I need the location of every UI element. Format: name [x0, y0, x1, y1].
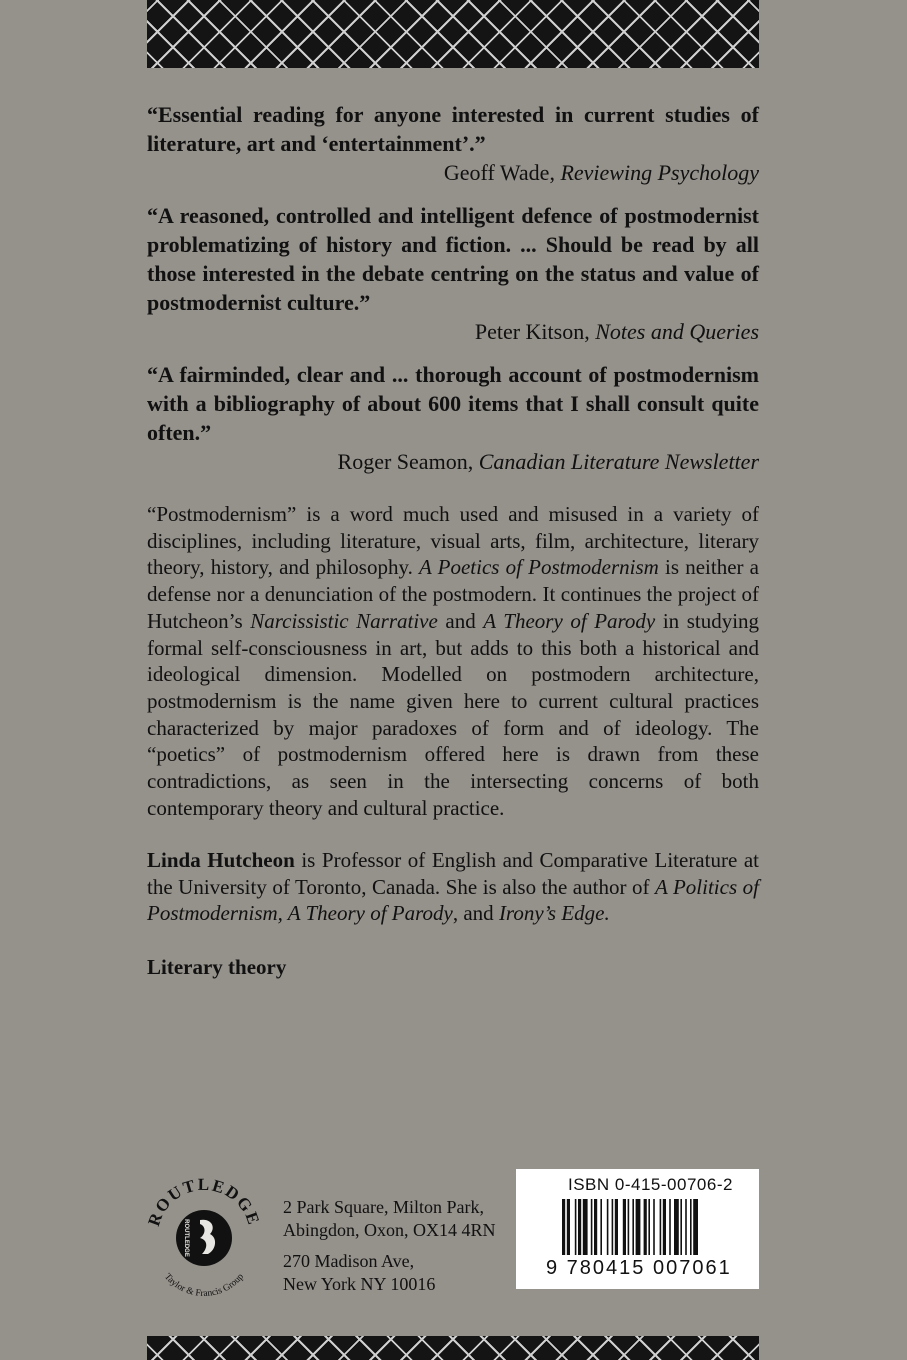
barcode-icon [562, 1199, 742, 1255]
author-bio [147, 847, 759, 927]
barcode-bar [660, 1199, 662, 1255]
review-source: Notes and Queries [595, 319, 759, 344]
author-name: Linda Hutcheon [147, 848, 295, 872]
review-3 [147, 360, 759, 476]
barcode-bar [680, 1199, 682, 1255]
author-paragraph [147, 847, 759, 927]
publisher-address-uk [283, 1196, 496, 1242]
description-text: in studying formal self-consciousness in art, but adds to this both a historical and ideological dimension. Modelled on postmodern architecture, postmodernism is the name given here to current cultural practices characterized by major paradoxes of form and of ideology. The “poetics” of postmodernism offered here is drawn from these contradictions, as seen in the intersecting concerns of both contemporary theory and cultural practice. [147, 608, 760, 820]
category-block [147, 955, 759, 980]
publisher-address-us [283, 1250, 435, 1296]
author-bio-text: is Professor of English and Comparative Literature at the University of Toronto, Canada. She is also the author of [147, 848, 759, 899]
barcode-bar [669, 1199, 671, 1255]
address-line: 2 Park Square, Milton Park, [283, 1197, 484, 1217]
review-source: Canadian Literature Newsletter [478, 449, 759, 474]
publisher-inner-name: ROUTLEDGE [183, 1219, 189, 1257]
review-attribution [147, 447, 759, 476]
barcode-bar [653, 1199, 655, 1255]
barcode-bar [594, 1199, 597, 1255]
category-label: Literary theory [147, 955, 287, 979]
isbn-barcode-box [516, 1169, 759, 1289]
barcode-bar [591, 1199, 593, 1255]
address-line: New York NY 10016 [283, 1274, 436, 1294]
barcode-bar [628, 1199, 630, 1255]
review-1 [147, 100, 759, 187]
description-text: “Postmodernism” is a word much used and misused in a variety of disciplines, including literature, visual arts, film, architecture, literary theory, history, and philosophy. [147, 502, 759, 580]
review-source: Reviewing Psychology [560, 160, 759, 185]
ean-number: 9 780415 007061 [546, 1257, 732, 1279]
book-title: Narcissistic Narrative [250, 608, 438, 633]
review-attribution [147, 317, 759, 346]
review-2 [147, 201, 759, 346]
address-line: 270 Madison Ave, [283, 1251, 415, 1271]
review-quote: “A reasoned, controlled and intelligent defence of postmodernist problematizing of history and fiction. ... Should be read by all those interested in the debate centring on the status and value of postmodernist culture.” [147, 203, 759, 315]
description-text: is neither a defense nor a denunciation of the postmodern. It continues the project of Hutcheon’s [147, 555, 760, 633]
review-attribution [147, 158, 759, 187]
publisher-name: ROUTLEDGE [144, 1174, 264, 1229]
reviewer-name: Geoff Wade, [443, 160, 555, 185]
author-works: Irony’s Edge. [498, 901, 610, 926]
reviewer-name: Roger Seamon, [337, 449, 474, 474]
barcode-bar [612, 1199, 614, 1255]
author-bio-text: , and [452, 901, 494, 926]
svg-text:Taylor & Francis Group [162, 1272, 246, 1298]
barcode-bar [632, 1199, 634, 1255]
barcode-bar [623, 1199, 626, 1255]
barcode-bar [615, 1199, 618, 1255]
barcode-bar [562, 1199, 565, 1255]
barcode-bar [567, 1199, 570, 1255]
description-text: and [445, 608, 476, 633]
barcode-bar [690, 1199, 692, 1255]
top-pattern-band [147, 0, 759, 68]
barcode-bar [674, 1199, 679, 1255]
publisher-group: Taylor & Francis Group [161, 1271, 247, 1298]
author-works: A Politics of Postmodernism, A Theory of Parody [147, 874, 759, 926]
bottom-pattern-band [147, 1336, 759, 1360]
barcode-bar [644, 1199, 647, 1255]
barcode-bar [578, 1199, 581, 1255]
barcode-bar [583, 1199, 588, 1255]
book-title: A Poetics of Postmodernism [419, 555, 659, 580]
review-quote: “A fairminded, clear and ... thorough account of postmodernism with a bibliography of about 600 items that I shall consult quite often.” [147, 362, 759, 445]
barcode-bar [607, 1199, 609, 1255]
barcode-bar [636, 1199, 641, 1255]
description-paragraph [147, 501, 759, 821]
barcode-bar [648, 1199, 650, 1255]
review-quote: “Essential reading for anyone interested in current studies of literature, art and ‘entertainment’.” [147, 102, 759, 156]
barcode-bar [575, 1199, 577, 1255]
book-description [147, 501, 759, 821]
address-line: Abingdon, Oxon, OX14 4RN [283, 1220, 496, 1240]
isbn-label: ISBN 0-415-00706-2 [568, 1175, 733, 1194]
barcode-bar [693, 1199, 698, 1255]
book-title: A Theory of Parody [483, 608, 656, 633]
routledge-logo [138, 1168, 268, 1298]
reviewer-name: Peter Kitson, [474, 319, 590, 344]
barcode-bar [663, 1199, 666, 1255]
barcode-bar [600, 1199, 602, 1255]
barcode-bar [685, 1199, 687, 1255]
